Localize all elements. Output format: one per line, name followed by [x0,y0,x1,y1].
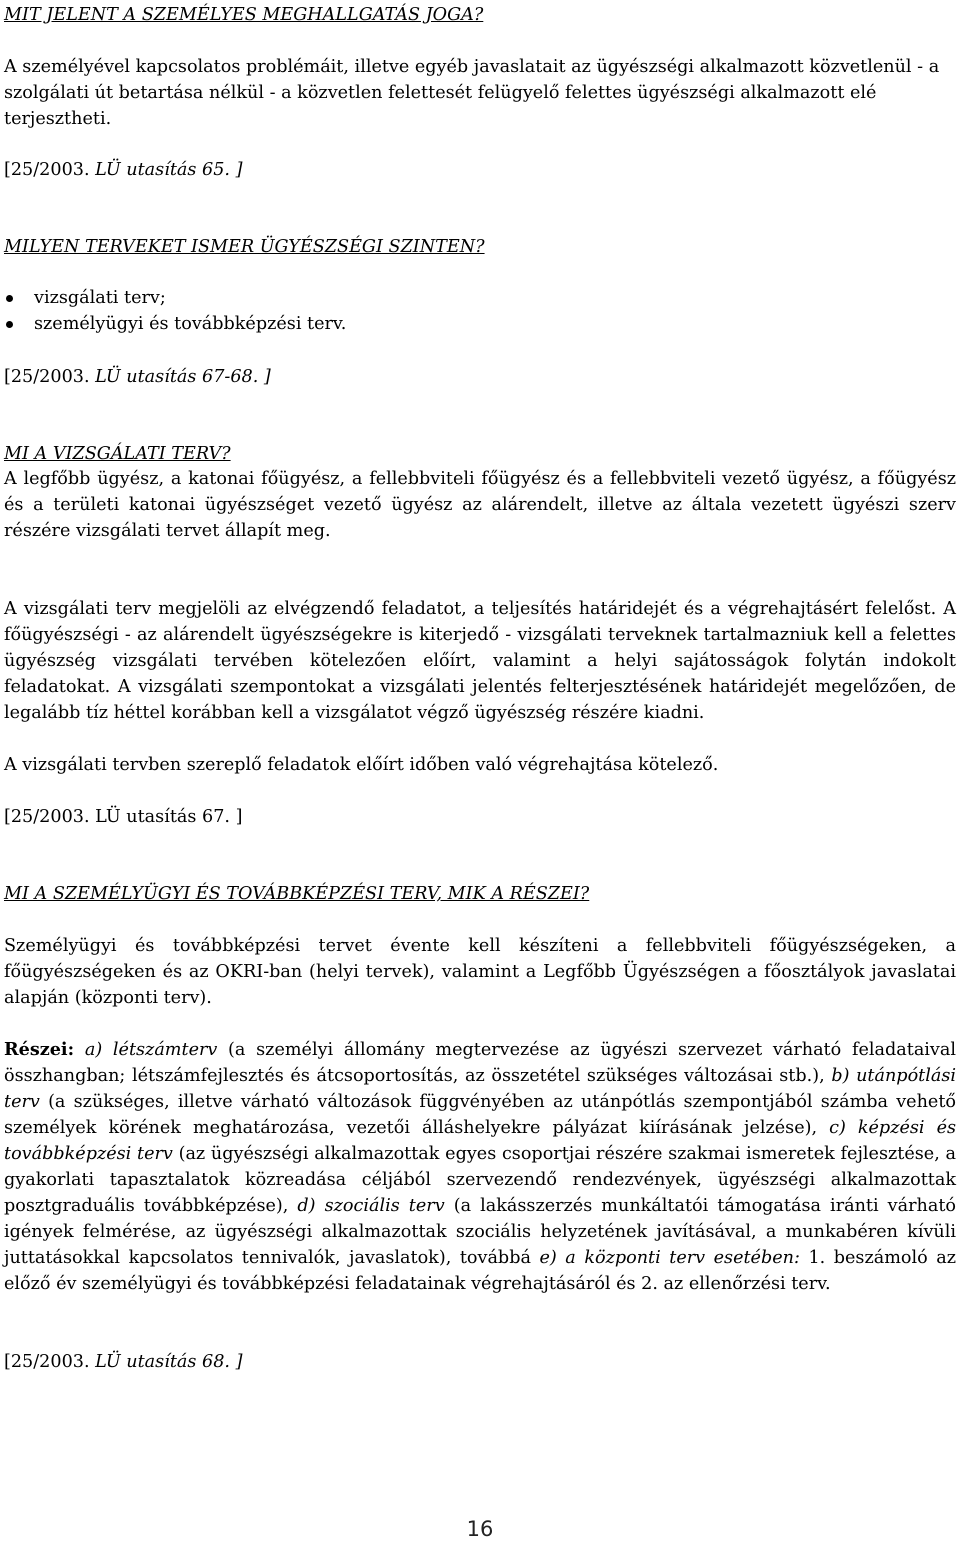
part-b-text: (a szükséges, illetve várható változások függvényében az utánpótlás szempontjából számba vehető személyek körének meghatározása, vezetői álláshelyekre pályázat kiírásának jelzése), [4,1092,956,1138]
part-c-text: (az ügyészségi alkalmazottak egyes csoportjai részére szakmai ismeretek fejlesztése, a gyakorlati tapasztalatok közreadása céljából szervezendő rendezvények, ügyészségi alkalmazottak posztgraduális továbbképzése), [4,1144,956,1216]
page-number: 16 [466,1517,494,1541]
part-e-title: e) a központi terv esetében: [530,1248,800,1268]
heading-plans: MILYEN TERVEKET ISMER ÜGYÉSZSÉGI SZINTEN? [4,237,485,257]
paragraph-personal-hearing: A személyével kapcsolatos problémáit, illetve egyéb javaslatait az ügyészségi alkalmazott közvetlenül - a szolgálati út betartása nélkül - a közvetlen felettesét felügyelő felettes ügyészségi alkalmazott elé terjesztheti. [4,57,940,129]
part-e-text: 1. beszámoló az előző év személyügyi és továbbképzési feladatainak végrehajtásáról és 2. az ellenőrzési terv. [4,1248,957,1294]
plans-list [4,285,904,337]
reference-open: [25/2003. [4,160,96,180]
reference-instruction: LÜ utasítás 68. [95,1352,230,1372]
list-item [4,285,904,311]
part-a-text: (a személyi állomány megtervezése az ügyészi szervezet várható feladataival összhangban; létszámfejlesztés és átcsoportosítás, az összetétel szükséges változásai stb.), [4,1040,956,1086]
bullet-icon [6,321,13,328]
reference-open: [25/2003. [4,1352,96,1372]
reference-67-68 [4,364,956,390]
reference-instruction: LÜ utasítás 67-68. [95,367,259,387]
part-a-title: a) létszámterv [74,1040,218,1060]
paragraph-inspection-plan-2: A vizsgálati terv megjelöli az elvégzendő feladatot, a teljesítés határidejét és a végrehajtásért felelőst. A főügyészségi - az alárendelt ügyészségekre is kiterjedő - vizsgálati terveknek tartalmazniuk kell a felettes ügyészség vizsgálati tervében kötelezően előírt, valamint a helyi sajátosságok folytán indokolt feladatokat. A vizsgálati szempontokat a vizsgálati jelentés felterjesztésének határidejét megelőzően, de legalább tíz héttel korábban kell a vizsgálatot végző ügyészség részére kiadni. [4,599,956,723]
parts-label: Részei: [4,1039,75,1060]
reference-instruction: LÜ utasítás 65. [95,160,230,180]
reference-close: ] [258,367,271,387]
part-d-title: d) szociális terv [288,1196,445,1216]
paragraph-personnel-plan: Személyügyi és továbbképzési tervet évente kell készíteni a fellebbviteli főügyészségeken, a főügyészségeken és az OKRI-ban (helyi tervek), valamint a Legfőbb Ügyészségen a főosztályok javaslatai alapján (központi terv). [4,936,956,1008]
paragraph-plan-parts [4,1037,956,1297]
heading-inspection-plan: MI A VIZSGÁLATI TERV? [4,444,231,464]
reference-close: ] [230,160,243,180]
part-c-title: c) képzési és továbbképzési terv [4,1118,957,1164]
list-item-text: vizsgálati terv; [34,288,166,308]
heading-personnel-plan: MI A SZEMÉLYÜGYI ÉS TOVÁBBKÉPZÉSI TERV, MIK A RÉSZEI? [4,884,590,904]
heading-personal-hearing: MIT JELENT A SZEMÉLYES MEGHALLGATÁS JOGA? [4,5,484,25]
part-d-text: (a lakásszerzés munkáltatói támogatása iránti várható igények felmérése, az ügyészségi alkalmazottak szociális helyzetének javításával, a munkabéren kívüli juttatásokkal kapcsolatos tennivalók, javaslatok), továbbá [4,1196,956,1268]
part-b-title: b) utánpótlási terv [4,1066,956,1112]
reference-67: [25/2003. LÜ utasítás 67. ] [4,807,243,827]
paragraph-inspection-plan-3: A vizsgálati tervben szereplő feladatok előírt időben való végrehajtása kötelező. [4,755,719,775]
list-item-text: személyügyi és továbbképzési terv. [34,314,347,334]
list-item [4,311,904,337]
bullet-icon [6,295,13,302]
reference-open: [25/2003. [4,367,96,387]
reference-close: ] [230,1352,243,1372]
paragraph-inspection-plan-1: A legfőbb ügyész, a katonai főügyész, a fellebbviteli főügyész és a fellebbviteli vezető ügyész, a főügyész és a területi katonai ügyészséget vezető ügyész az alárendelt, illetve az általa vezetett ügyészi szerv részére vizsgálati tervet állapít meg. [4,469,956,541]
reference-65 [4,157,956,183]
reference-68 [4,1349,956,1375]
